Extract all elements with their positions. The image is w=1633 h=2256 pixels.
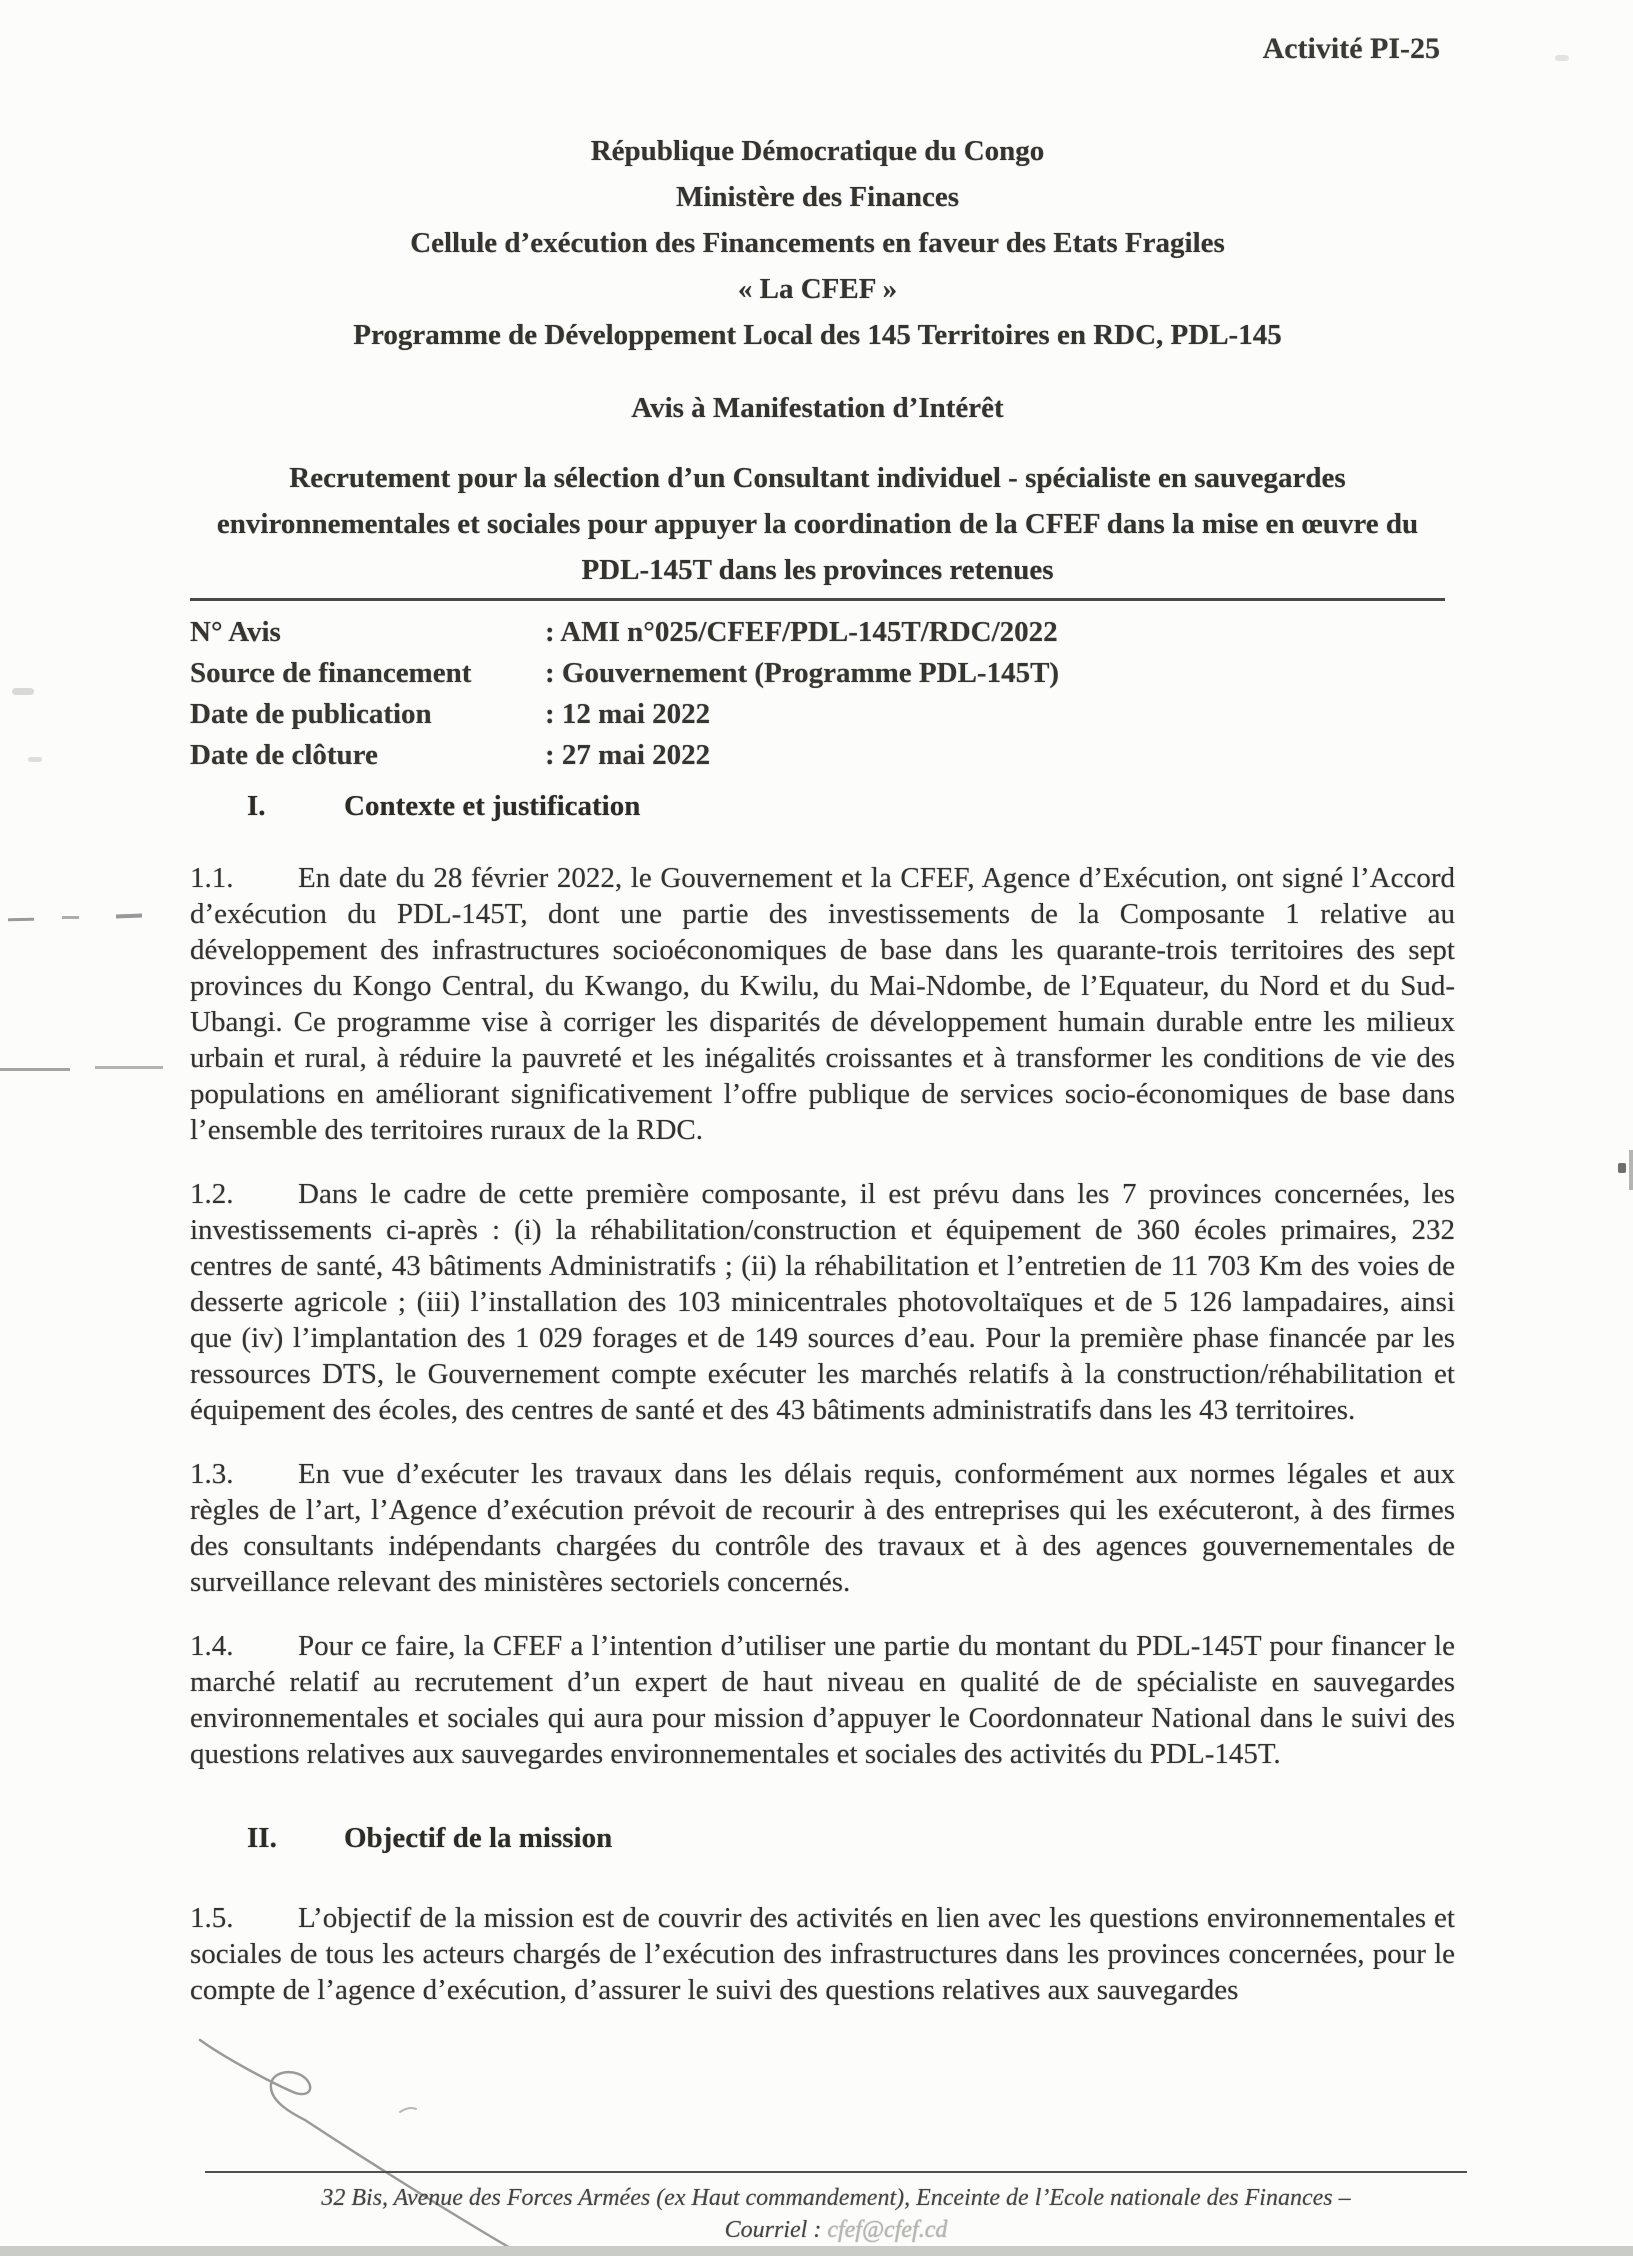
scan-artifact bbox=[1618, 1163, 1626, 1173]
paragraph-1-5 bbox=[190, 1900, 1455, 2008]
paragraph-1-1 bbox=[190, 860, 1455, 1148]
scan-artifact bbox=[1629, 1150, 1633, 1190]
info-value: : AMI n°025/CFEF/PDL-145T/RDC/2022 bbox=[545, 616, 1058, 648]
info-row-avis bbox=[190, 612, 1455, 653]
document-body bbox=[190, 788, 1455, 2008]
paragraph-text: En date du 28 février 2022, le Gouvernement et la CFEF, Agence d’Exécution, ont signé l’Accord d’exécution du PDL-145T, dont une partie des investissements de la Composante 1 relative au développement des infrastructures socioéconomiques de base dans les quarante-trois territoires des sept provinces du Kongo Central, du Kwango, du Kwilu, du Mai-Ndombe, de l’Equateur, du Nord et du Sud-Ubangi. Ce programme vise à corriger les disparités de développement humain durable entre les milieux urbain et rural, à réduire la pauvreté et les inégalités croissantes et à transformer les conditions de vie des populations en améliorant significativement l’offre publique de services socio-économiques de base dans l’ensemble des territoires ruraux de la RDC. bbox=[190, 862, 1455, 1146]
scan-artifact bbox=[0, 1068, 70, 1071]
scan-artifact bbox=[8, 918, 34, 921]
scan-artifact bbox=[62, 916, 79, 919]
scan-bottom-edge bbox=[0, 2246, 1633, 2256]
info-value: : Gouvernement (Programme PDL-145T) bbox=[545, 657, 1060, 689]
paragraph-text: Pour ce faire, la CFEF a l’intention d’utiliser une partie du montant du PDL-145T pour financer le marché relatif au recrutement d’un expert de haut niveau en qualité de de spécialiste en sauvegardes environnementales et sociales qui aura pour mission d’appuyer le Coordonnateur National dans le suivi des questions relatives aux sauvegardes environnementales et sociales des activités du PDL-145T. bbox=[190, 1630, 1455, 1770]
scan-artifact bbox=[1555, 55, 1569, 61]
info-label: Source de financement bbox=[190, 657, 472, 689]
info-label: Date de publication bbox=[190, 698, 432, 730]
paragraph-text: Dans le cadre de cette première composante, il est prévu dans les 7 provinces concernées, les investissements ci-après : (i) la réhabilitation/construction et équipement de 360 écoles primaires, 232 centres de santé, 43 bâtiments Administratifs ; (ii) la réhabilitation et l’entretien de 11 703 Km des voies de desserte agricole ; (iii) l’installation des 103 minicentrales photovoltaïques et de 5 126 lampadaires, ainsi que (iv) l’implantation des 1 029 forages et de 149 sources d’eau. Pour la première phase financée par les ressources DTS, le Gouvernement compte exécuter les marchés relatifs à la construction/réhabilitation et équipement des écoles, des centres de santé et des 43 bâtiments administratifs dans les 43 territoires. bbox=[190, 1178, 1455, 1426]
info-value: : 12 mai 2022 bbox=[545, 698, 711, 730]
section-title: Contexte et justification bbox=[344, 790, 641, 822]
paragraph-number: 1.2. bbox=[190, 1178, 234, 1210]
org-line-cell: Cellule d’exécution des Financements en faveur des Etats Fragiles bbox=[410, 227, 1225, 259]
scan-artifact bbox=[95, 1066, 163, 1069]
paragraph-1-3 bbox=[190, 1456, 1455, 1600]
footer-address: 32 Bis, Avenue des Forces Armées (ex Haut commandement), Enceinte de l’Ecole nationale des Finances – bbox=[321, 2185, 1351, 2211]
scan-artifact bbox=[12, 688, 34, 695]
org-line-ministry: Ministère des Finances bbox=[676, 181, 959, 213]
title-underline bbox=[190, 598, 1445, 601]
scan-artifact bbox=[28, 757, 42, 762]
org-line-acronym: « La CFEF » bbox=[737, 273, 898, 305]
footer-email-label: Courriel : bbox=[724, 2217, 828, 2243]
paragraph-text: L’objectif de la mission est de couvrir des activités en lien avec les questions environnementales et sociales de tous les acteurs chargés de l’exécution des infrastructures dans les provinces concernées, pour le compte de l’agence d’exécution, d’assurer le suivi des questions relatives aux sauvegardes bbox=[190, 1902, 1455, 2006]
paragraph-text: En vue d’exécuter les travaux dans les délais requis, conformément aux normes légales et aux règles de l’art, l’Agence d’exécution prévoit de recourir à des entreprises qui les exécuteront, à des firmes des consultants indépendants chargées du contrôle des travaux et à des agences gouvernementales de surveillance relevant des ministères sectoriels concernés. bbox=[190, 1458, 1455, 1598]
section-number: I. bbox=[247, 790, 266, 822]
notice-info bbox=[190, 612, 1455, 776]
info-row-publication bbox=[190, 694, 1455, 735]
page-footer bbox=[205, 2171, 1467, 2245]
paragraph-1-2 bbox=[190, 1176, 1455, 1428]
footer-email: cfef@cfef.cd bbox=[827, 2217, 948, 2243]
section-title: Objectif de la mission bbox=[344, 1822, 613, 1854]
section-number: II. bbox=[247, 1822, 277, 1854]
paragraph-number: 1.5. bbox=[190, 1902, 234, 1934]
paragraph-number: 1.4. bbox=[190, 1630, 234, 1662]
letterhead bbox=[190, 128, 1445, 601]
section-heading-1 bbox=[190, 788, 1455, 824]
document-title: Recrutement pour la sélection d’un Consultant individuel - spécialiste en sauvegardes environnementales et sociales pour appuyer la coordination de la CFEF dans la mise en œuvre du PDL-145T dans les provinces retenues bbox=[216, 462, 1419, 586]
info-value: : 27 mai 2022 bbox=[545, 739, 711, 771]
notice-type: Avis à Manifestation d’Intérêt bbox=[631, 392, 1004, 424]
paragraph-number: 1.1. bbox=[190, 862, 234, 894]
paragraph-number: 1.3. bbox=[190, 1458, 234, 1490]
program-title: Programme de Développement Local des 145 Territoires en RDC, PDL-145 bbox=[353, 319, 1282, 351]
paragraph-1-4 bbox=[190, 1628, 1455, 1772]
org-line-country: République Démocratique du Congo bbox=[590, 135, 1045, 167]
section-heading-2 bbox=[190, 1820, 1455, 1856]
info-label: Date de clôture bbox=[190, 739, 378, 771]
scan-artifact bbox=[116, 914, 142, 919]
info-row-source bbox=[190, 653, 1455, 694]
activity-tag: Activité PI-25 bbox=[1262, 32, 1440, 65]
footer-email-line bbox=[205, 2215, 1467, 2245]
info-row-cloture bbox=[190, 735, 1455, 776]
info-label: N° Avis bbox=[190, 616, 281, 648]
